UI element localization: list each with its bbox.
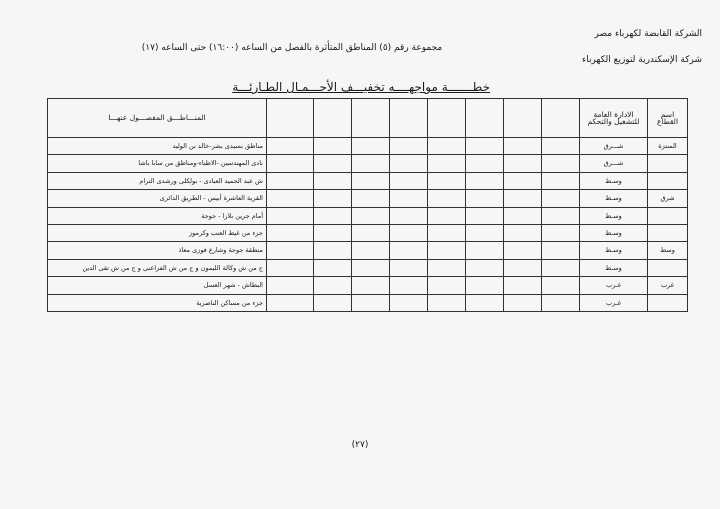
table-row <box>48 259 688 276</box>
company-name-distribution: شركة الإسكندرية لتوزيع الكهرباء <box>581 55 702 65</box>
table-row <box>48 155 688 172</box>
header-areas: المنـــاطـــق المفصـــول عنهـــا <box>48 99 267 138</box>
table-row <box>48 190 688 207</box>
area-cell: جزء من مساكن الناصرية <box>48 294 267 311</box>
sector-cell: وسط <box>648 242 688 259</box>
load-shedding-table <box>47 98 688 312</box>
sector-cell <box>648 155 688 172</box>
area-cell: جزء من غيط العنب وكرموز <box>48 224 267 241</box>
area-cell: أمام جرين بلازا - جوجة <box>48 207 267 224</box>
table-header-row <box>48 99 688 138</box>
area-cell: نادى المهندسين -الاطباء-ومناطق من سابا باشا <box>48 155 267 172</box>
dept-cell: شـــرق <box>580 138 648 155</box>
dept-cell: وسـط <box>580 207 648 224</box>
sector-cell: شرق <box>648 190 688 207</box>
dept-cell: وسـط <box>580 259 648 276</box>
dept-cell: شـــرق <box>580 155 648 172</box>
dept-cell: وسـط <box>580 242 648 259</box>
sector-cell <box>648 172 688 189</box>
dept-cell: غـرب <box>580 294 648 311</box>
sector-cell: غرب <box>648 277 688 294</box>
sector-cell <box>648 259 688 276</box>
group-description: مجموعة رقم (٥) المناطق المتأثرة بالفصل من الساعه (١٦:٠٠) حتى الساعه (١٧) <box>141 43 443 53</box>
table-row <box>48 207 688 224</box>
table-row <box>48 277 688 294</box>
area-cell: ج من ش وكالة الليمون و ج من ش الفراعنى و ج من ش تقى الدين <box>48 259 267 276</box>
area-cell: منطقة جوجة وشارع فوزى معاذ <box>48 242 267 259</box>
page-number: (٢٧) <box>351 440 369 450</box>
table-row <box>48 172 688 189</box>
sector-cell <box>648 294 688 311</box>
sector-cell: المنتزة <box>648 138 688 155</box>
header-dept: الادارة العامة للتشغيل والتحكم <box>580 99 648 138</box>
area-cell: القرية العاشرة أبيس - الطريق الدائرى <box>48 190 267 207</box>
dept-cell: وسـط <box>580 172 648 189</box>
plan-title: خطـــــــة مواجهــــه تخفيـــف الأحـــمـال الطـارئـــة <box>232 80 490 94</box>
area-cell: البطاش - شهر العسل <box>48 277 267 294</box>
sector-cell <box>648 207 688 224</box>
table-row <box>48 294 688 311</box>
dept-cell: وسـط <box>580 224 648 241</box>
area-cell: ش عبد الحميد العبادى - بولكلى ورشدى الترام <box>48 172 267 189</box>
area-cell: مناطق بسيدى بشر-خالد بن الوليد <box>48 138 267 155</box>
dept-cell: غـرب <box>580 277 648 294</box>
dept-cell: وسـط <box>580 190 648 207</box>
table-row <box>48 224 688 241</box>
sector-cell <box>648 224 688 241</box>
header-sector: اسم القطاع <box>648 99 688 138</box>
company-name-holding: الشركة القابضة لكهرباء مصر <box>594 29 702 39</box>
table-row <box>48 138 688 155</box>
table-row <box>48 242 688 259</box>
